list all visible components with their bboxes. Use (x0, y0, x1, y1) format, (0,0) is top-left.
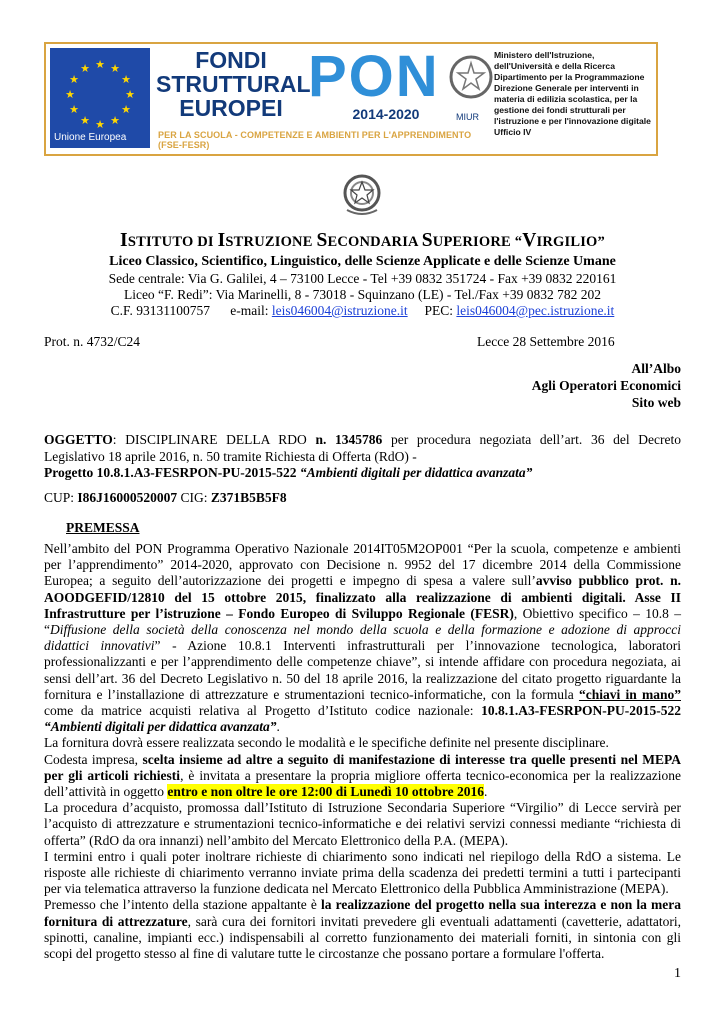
paragraph-5: I termini entro i quali poter inoltrare richieste di chiarimento sono indicati nel riepilogo della RdO a sistema. Le risposte alle richieste di chiarimento verranno inviate prima della scadenza dei predetti termini a tutti i partecipanti per via telematica attraverso la funzione dedicata nel Mercato Elettronico della Pubblica Amministrazione (MEPA). (44, 848, 681, 897)
recipient-operatori: Agli Operatori Economici (531, 378, 681, 393)
oggetto-label: OGGETTO (44, 432, 113, 447)
document-date: Lecce 28 Settembre 2016 (477, 334, 615, 349)
pon-logo: PON (308, 44, 440, 109)
codice-fiscale: C.F. 93131100757 (110, 303, 210, 318)
email-label: e-mail: (230, 303, 269, 318)
liceo-redi: Liceo “F. Redi”: Via Marinelli, 8 - 73018 - Squinzano (LE) - Tel./Fax +39 0832 782 202 (123, 287, 602, 302)
cup-value: I86J16000520007 (77, 490, 178, 505)
deadline-highlight: entro e non oltre le ore 12:00 di Lunedì 10 ottobre 2016 (167, 784, 484, 800)
page-number: 1 (674, 966, 681, 981)
oggetto-block (44, 432, 681, 482)
eu-label: Unione Europea (54, 132, 127, 143)
institute-name: ISTITUTO DI ISTRUZIONE SECONDARIA SUPERIORE “VIRGILIO” (120, 230, 605, 251)
republic-emblem-icon (341, 170, 383, 220)
svg-text:★: ★ (95, 58, 105, 71)
svg-text:★: ★ (125, 88, 135, 101)
rdo-number: n. 1345786 (315, 432, 383, 447)
paragraph-4: La procedura d’acquisto, promossa dall’Istituto di Istruzione Secondaria Superiore “Virgilio” di Lecce servirà per l’acquisto di attrezzature e strumentazioni tecnico-informatiche e dei relativi servizi connessi mediante “richiesta di offerta” (RdO da ora innanzi) nell’ambito del Mercato Elettronico della P.A. (MEPA). (44, 800, 681, 848)
svg-text:★: ★ (80, 62, 90, 75)
paragraph-3: Codesta impresa, scelta insieme ad altre a seguito di manifestazione di interesse tra quelle presenti nel MEPA per gli articoli richiesti, è invitata a presentare la propria migliore offerta tecnico-economica per la realizzazione dell’attività in oggetto entro e non oltre le ore 12:00 di Lunedì 10 ottobre 2016. (44, 751, 682, 800)
miur-label: MIUR (456, 112, 479, 122)
premessa-heading: PREMESSA (66, 520, 140, 535)
fondi-strutturali-logo (156, 47, 317, 121)
fondi-line-2: STRUTTURALI (156, 71, 317, 97)
oggetto-text-1: : DISCIPLINARE DELLA RDO (112, 432, 316, 447)
progetto-title: “Ambienti digitali per didattica avanzata” (299, 465, 533, 480)
svg-text:★: ★ (69, 73, 79, 86)
paragraph-6: Premesso che l’intento della stazione appaltante è la realizzazione del progetto nella sua interezza e non la mera fornitura di attrezzature, sarà cura dei fornitori invitati prevedere gli eventuali adattamenti (cavetterie, adattatori, spinotti, canaline, impianti ecc.) indispensabili al corretto funzionamento dei materiali forniti, in sintonia con gli scopi del progetto stesso al fine di valutare tutte le circostanze che possano portare a formulare l'offerta. (44, 897, 681, 962)
pon-banner (44, 42, 658, 156)
cup-cig-line (44, 489, 287, 506)
sede-centrale: Sede centrale: Via G. Galilei, 4 – 73100 Lecce - Tel +39 0832 351724 - Fax +39 0832 220161 (108, 271, 617, 286)
paragraph-1: Nell’ambito del PON Programma Operativo Nazionale 2014IT05M2OP001 “Per la scuola, competenze e ambienti per l’apprendimento” 2014-2020, approvato con Decisione n. 9952 del 17 dicembre 2014 della Commissione Europea; a seguito dell’autorizzazione dei progetti e impegno di spesa a valere sull’avviso pubblico prot. n. AOODGEFID/12810 del 15 ottobre 2015, finalizzato alla realizzazione di ambienti digitali. Asse II Infrastrutture per l’istruzione – Fondo Europeo di Sviluppo Regionale (FESR), Obiettivo specifico – 10.8 – “Diffusione della società della conoscenza nel mondo della scuola e della formazione e adozione di approcci didattici innovativi” - Azione 10.8.1 Interventi infrastrutturali per l’innovazione tecnologica, laboratori professionalizzanti e per l’apprendimento delle competenze chiave”, si intende affidare con procedura negoziata, ai sensi dell’art. 36 del Decreto Legislativo n. 50 del 18 aprile 2016, la realizzazione del citato progetto riguardante la fornitura e l’installazione di attrezzature e strumentazioni tecnico-informatiche, con la formula “chiavi in mano” come da matrice acquisti relativa al Progetto d’Istituto codice nazionale: 10.8.1.A3-FESRPON-PU-2015-522 “Ambienti digitali per didattica avanzata”. (44, 541, 682, 735)
svg-text:★: ★ (110, 62, 120, 75)
ministero-text: Ministero dell'Istruzione, dell'Università e della Ricerca Dipartimento per la Programmazione Direzione Generale per interventi in materia di edilizia scolastica, per la gestione dei fondi strutturali per l'istruzione e per l'innovazione digitale Ufficio IV (494, 50, 651, 137)
recipients (532, 360, 681, 411)
svg-text:★: ★ (65, 88, 75, 101)
oggetto-text-2: per procedura negoziata dell’art. 36 del Decreto Legislativo 18 aprile 2016, n. 50 tramite Richiesta di Offerta (RdO) - (44, 432, 681, 464)
pec-link[interactable]: leis046004@pec.istruzione.it (456, 303, 615, 318)
svg-text:★: ★ (121, 73, 131, 86)
fondi-line-3: EUROPEI (179, 95, 283, 121)
cig-label: CIG: (177, 490, 211, 505)
svg-text:★: ★ (95, 118, 105, 131)
recipient-albo: All’Albo (631, 361, 681, 376)
contacts-line (0, 303, 725, 319)
protocol-number: Prot. n. 4732/C24 (44, 334, 141, 349)
italian-emblem-icon (446, 52, 496, 102)
svg-text:★: ★ (121, 103, 131, 116)
cup-label: CUP: (44, 490, 78, 505)
progetto-code: Progetto 10.8.1.A3-FESRPON-PU-2015-522 (44, 465, 300, 480)
recipient-sito: Sito web (631, 395, 681, 410)
liceo-subtitle: Liceo Classico, Scientifico, Linguistico, delle Scienze Applicate e delle Scienze Umane (109, 254, 616, 269)
paragraph-2: La fornitura dovrà essere realizzata secondo le modalità e le specifiche definite nel presente disciplinare. (44, 735, 609, 751)
body-text (44, 541, 681, 962)
fse-fesr-tagline: PER LA SCUOLA - COMPETENZE E AMBIENTI PER L'APPRENDIMENTO (FSE-FESR) (158, 130, 472, 150)
email-link[interactable]: leis046004@istruzione.it (271, 303, 408, 318)
fondi-line-1: FONDI (195, 47, 267, 73)
svg-text:★: ★ (69, 103, 79, 116)
svg-text:★: ★ (80, 114, 90, 127)
svg-text:★: ★ (110, 114, 120, 127)
pec-label: PEC: (424, 303, 454, 318)
pon-years: 2014-2020 (352, 106, 420, 122)
cig-value: Z371B5B5F8 (210, 490, 287, 505)
